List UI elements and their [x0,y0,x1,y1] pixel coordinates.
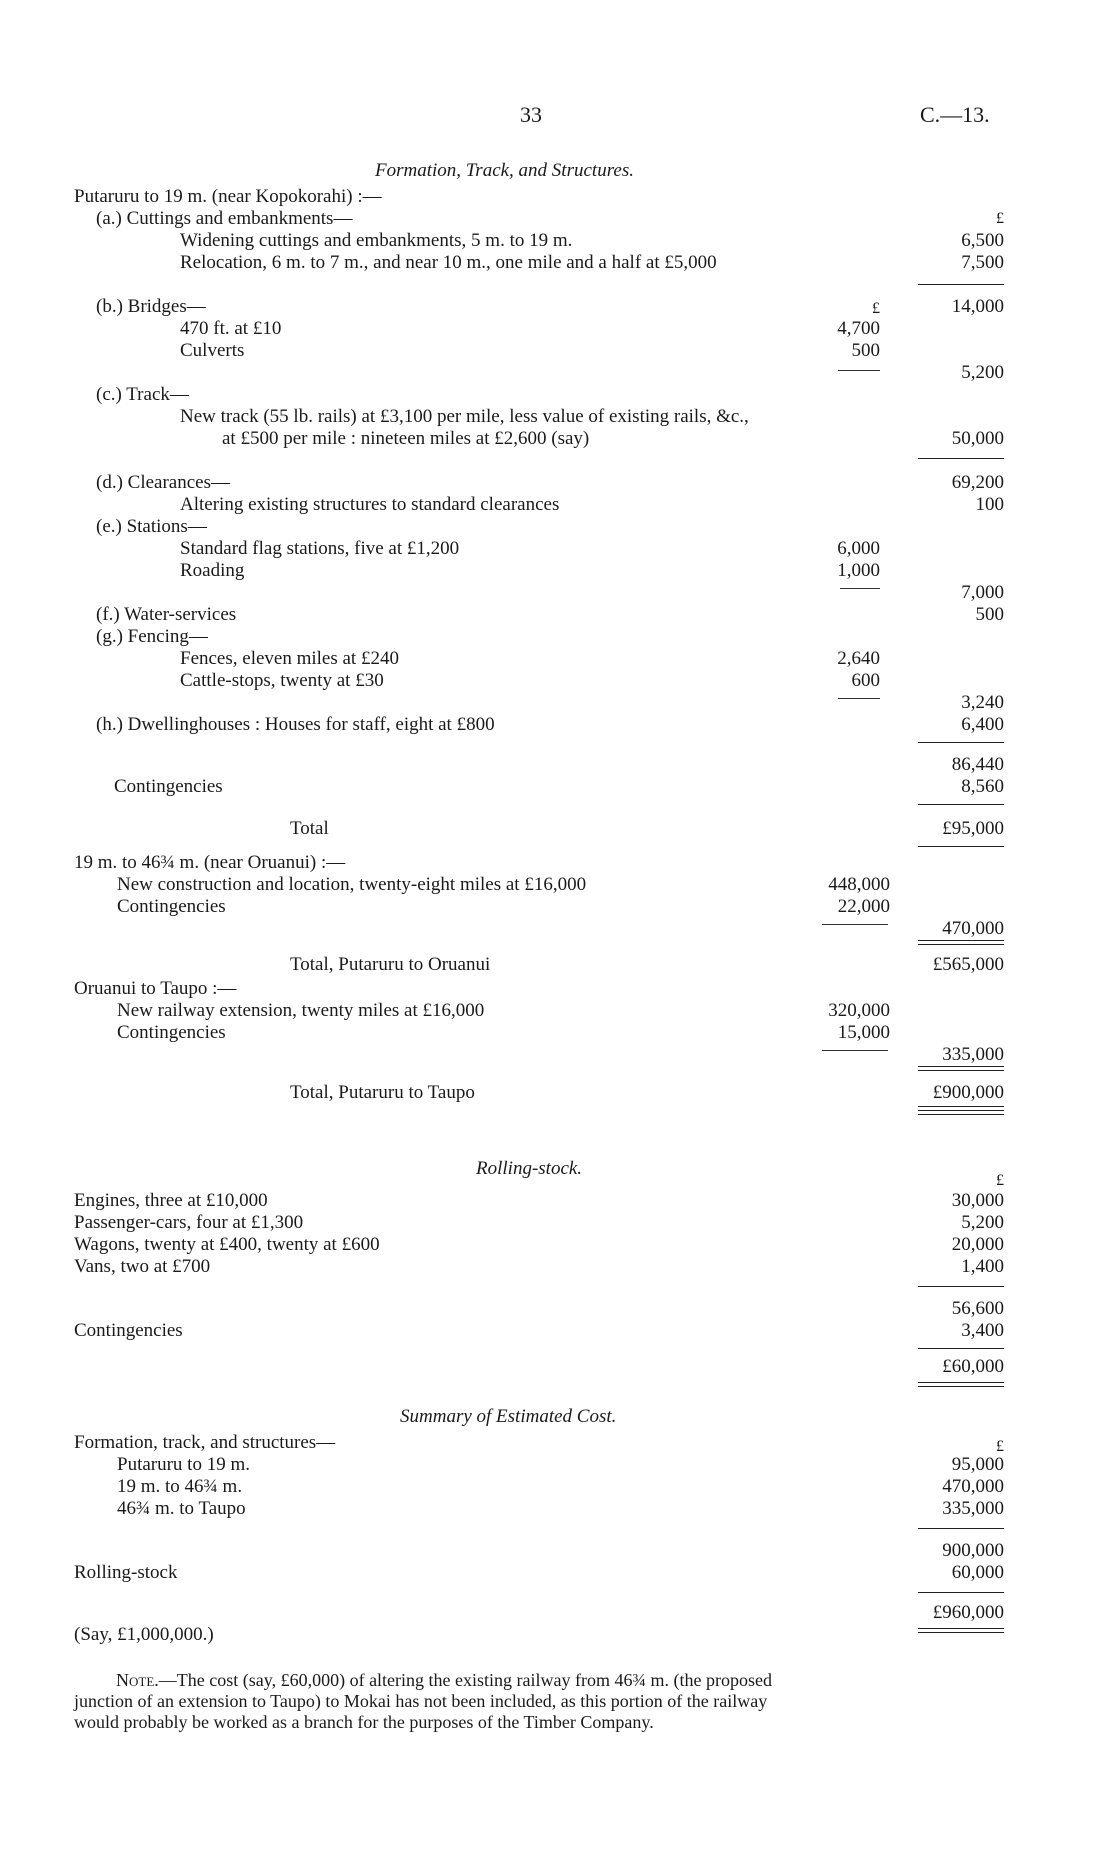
rule [918,742,1004,743]
p2-line1-text: New construction and location, twenty-eight miles at £16,000 [117,874,587,895]
p3-line1-value: 320,000 [828,1000,890,1021]
item-d-total: 100 [975,494,1004,515]
summary-heading: Formation, track, and structures— [74,1432,336,1453]
rule [918,846,1004,847]
item-f-total: 500 [975,604,1004,625]
item-b1-value: 4,700 [837,318,880,339]
p3-total-value: £900,000 [932,1082,1004,1103]
contingencies-value: 8,560 [961,776,1004,797]
item-g2-text: Cattle-stops, twenty at £30 [180,670,384,691]
rule [918,804,1004,805]
item-f-text: (f.) Water-services [96,604,237,625]
summary-rolling-stock-value: 60,000 [951,1562,1004,1583]
heading-19m-46m: 19 m. to 46¾ m. (near Oruanui) :— [74,852,346,873]
note-line-1: —The cost (say, £60,000) of altering the existing railway from 46¾ m. (the proposed [158,1670,772,1690]
item-a-total: 14,000 [951,296,1004,317]
double-rule [918,1382,1004,1387]
summary-subtotal: 900,000 [942,1540,1004,1561]
item-b1-text: 470 ft. at £10 [180,318,282,339]
double-rule [918,1106,1004,1111]
subtotal-p1: 86,440 [951,754,1004,775]
item-c-text-1: New track (55 lb. rails) at £3,100 per mile, less value of existing rails, &c., [180,406,749,427]
item-a1-text: Widening cuttings and embankments, 5 m. to 19 m. [180,230,573,251]
p2-total-value: £565,000 [932,954,1004,975]
document-code: C.—13. [920,102,990,127]
heading-putaruru-19m: Putaruru to 19 m. (near Kopokorahi) :— [74,186,382,207]
rolling-subtotal: 56,600 [951,1298,1004,1319]
rolling-contingencies-value: 3,400 [961,1320,1004,1341]
p3-line2-text: Contingencies [117,1022,226,1043]
note-label: Note. [116,1670,159,1690]
rolling-row-4-text: Vans, two at £700 [74,1256,211,1277]
pound-sign-col-b: £ [996,210,1004,227]
item-h-total: 6,400 [961,714,1004,735]
item-a1-value: 6,500 [961,230,1004,251]
item-e-heading: (e.) Stations— [96,516,207,537]
p2-line2-value: 22,000 [837,896,890,917]
item-c-total: 50,000 [951,428,1004,449]
item-g2-value: 600 [851,670,880,691]
double-rule [918,940,1004,945]
note-line-2: junction of an extension to Taupo) to Mokai has not been included, as this portion of the railway [74,1691,768,1711]
p2-line1-value: 448,000 [828,874,890,895]
item-e2-text: Roading [180,560,245,581]
item-b-total: 5,200 [961,362,1004,383]
rolling-row-2-text: Passenger-cars, four at £1,300 [74,1212,304,1233]
double-rule [918,1628,1004,1633]
item-e1-text: Standard flag stations, five at £1,200 [180,538,460,559]
section-title-rolling-stock: Rolling-stock. [476,1158,583,1179]
item-g-heading: (g.) Fencing— [96,626,208,647]
item-d-text: Altering existing structures to standard clearances [180,494,560,515]
item-a2-text: Relocation, 6 m. to 7 m., and near 10 m., one mile and a half at £5,000 [180,252,717,273]
rolling-row-1-value: 30,000 [951,1190,1004,1211]
summary-row-3-value: 335,000 [942,1498,1004,1519]
p3-total-label: Total, Putaruru to Taupo [290,1082,475,1103]
note-line-3: would probably be worked as a branch for the purposes of the Timber Company. [74,1712,654,1732]
page-number: 33 [520,102,542,127]
summary-row-3-text: 46¾ m. to Taupo [117,1498,246,1519]
rolling-row-4-value: 1,400 [961,1256,1004,1277]
section-title-formation: Formation, Track, and Structures. [375,160,634,181]
rolling-row-3-text: Wagons, twenty at £400, twenty at £600 [74,1234,380,1255]
rule [918,458,1004,459]
rolling-row-3-value: 20,000 [951,1234,1004,1255]
pound-sign-summary: £ [996,1438,1004,1455]
item-h-text: (h.) Dwellinghouses : Houses for staff, eight at £800 [96,714,495,735]
p3-subtotal: 335,000 [942,1044,1004,1065]
rolling-row-2-value: 5,200 [961,1212,1004,1233]
section-title-summary: Summary of Estimated Cost. [400,1406,617,1427]
subtotal-abc: 69,200 [951,472,1004,493]
pound-sign-rolling: £ [996,1172,1004,1189]
summary-row-2-value: 470,000 [942,1476,1004,1497]
summary-row-1-text: Putaruru to 19 m. [117,1454,250,1475]
rolling-contingencies-label: Contingencies [74,1320,183,1341]
item-c-text-2: at £500 per mile : nineteen miles at £2,600 (say) [222,428,590,449]
contingencies-label: Contingencies [114,776,223,797]
p2-total-label: Total, Putaruru to Oruanui [290,954,491,975]
item-g-total: 3,240 [961,692,1004,713]
p2-line2-text: Contingencies [117,896,226,917]
rule [918,1528,1004,1529]
rule [918,284,1004,285]
summary-row-2-text: 19 m. to 46¾ m. [117,1476,243,1497]
heading-oruanui-taupo: Oruanui to Taupo :— [74,978,237,999]
rolling-row-1-text: Engines, three at £10,000 [74,1190,268,1211]
item-b2-text: Culverts [180,340,245,361]
item-b2-value: 500 [851,340,880,361]
item-c-heading: (c.) Track— [96,384,189,405]
item-g1-text: Fences, eleven miles at £240 [180,648,399,669]
item-a2-value: 7,500 [961,252,1004,273]
total-label-p1: Total [290,818,329,839]
item-a-heading: (a.) Cuttings and embankments— [96,208,353,229]
p3-line2-value: 15,000 [837,1022,890,1043]
double-rule [918,1066,1004,1071]
item-b-heading: (b.) Bridges— [96,296,206,317]
item-g1-value: 2,640 [837,648,880,669]
item-e2-value: 1,000 [837,560,880,581]
rule [918,1114,1004,1115]
total-value-p1: £95,000 [942,818,1004,839]
item-e1-value: 6,000 [837,538,880,559]
rule [918,1348,1004,1349]
summary-rolling-stock-label: Rolling-stock [74,1562,178,1583]
summary-say-note: (Say, £1,000,000.) [74,1624,214,1645]
rule [918,1286,1004,1287]
p2-subtotal: 470,000 [942,918,1004,939]
rule [918,1592,1004,1593]
item-d-heading: (d.) Clearances— [96,472,230,493]
rolling-total-value: £60,000 [942,1356,1004,1377]
item-e-total: 7,000 [961,582,1004,603]
note-paragraph [74,1670,772,1733]
summary-total-value: £960,000 [932,1602,1004,1623]
p3-line1-text: New railway extension, twenty miles at £16,000 [117,1000,485,1021]
pound-sign-col-a: £ [872,300,880,317]
summary-row-1-value: 95,000 [951,1454,1004,1475]
